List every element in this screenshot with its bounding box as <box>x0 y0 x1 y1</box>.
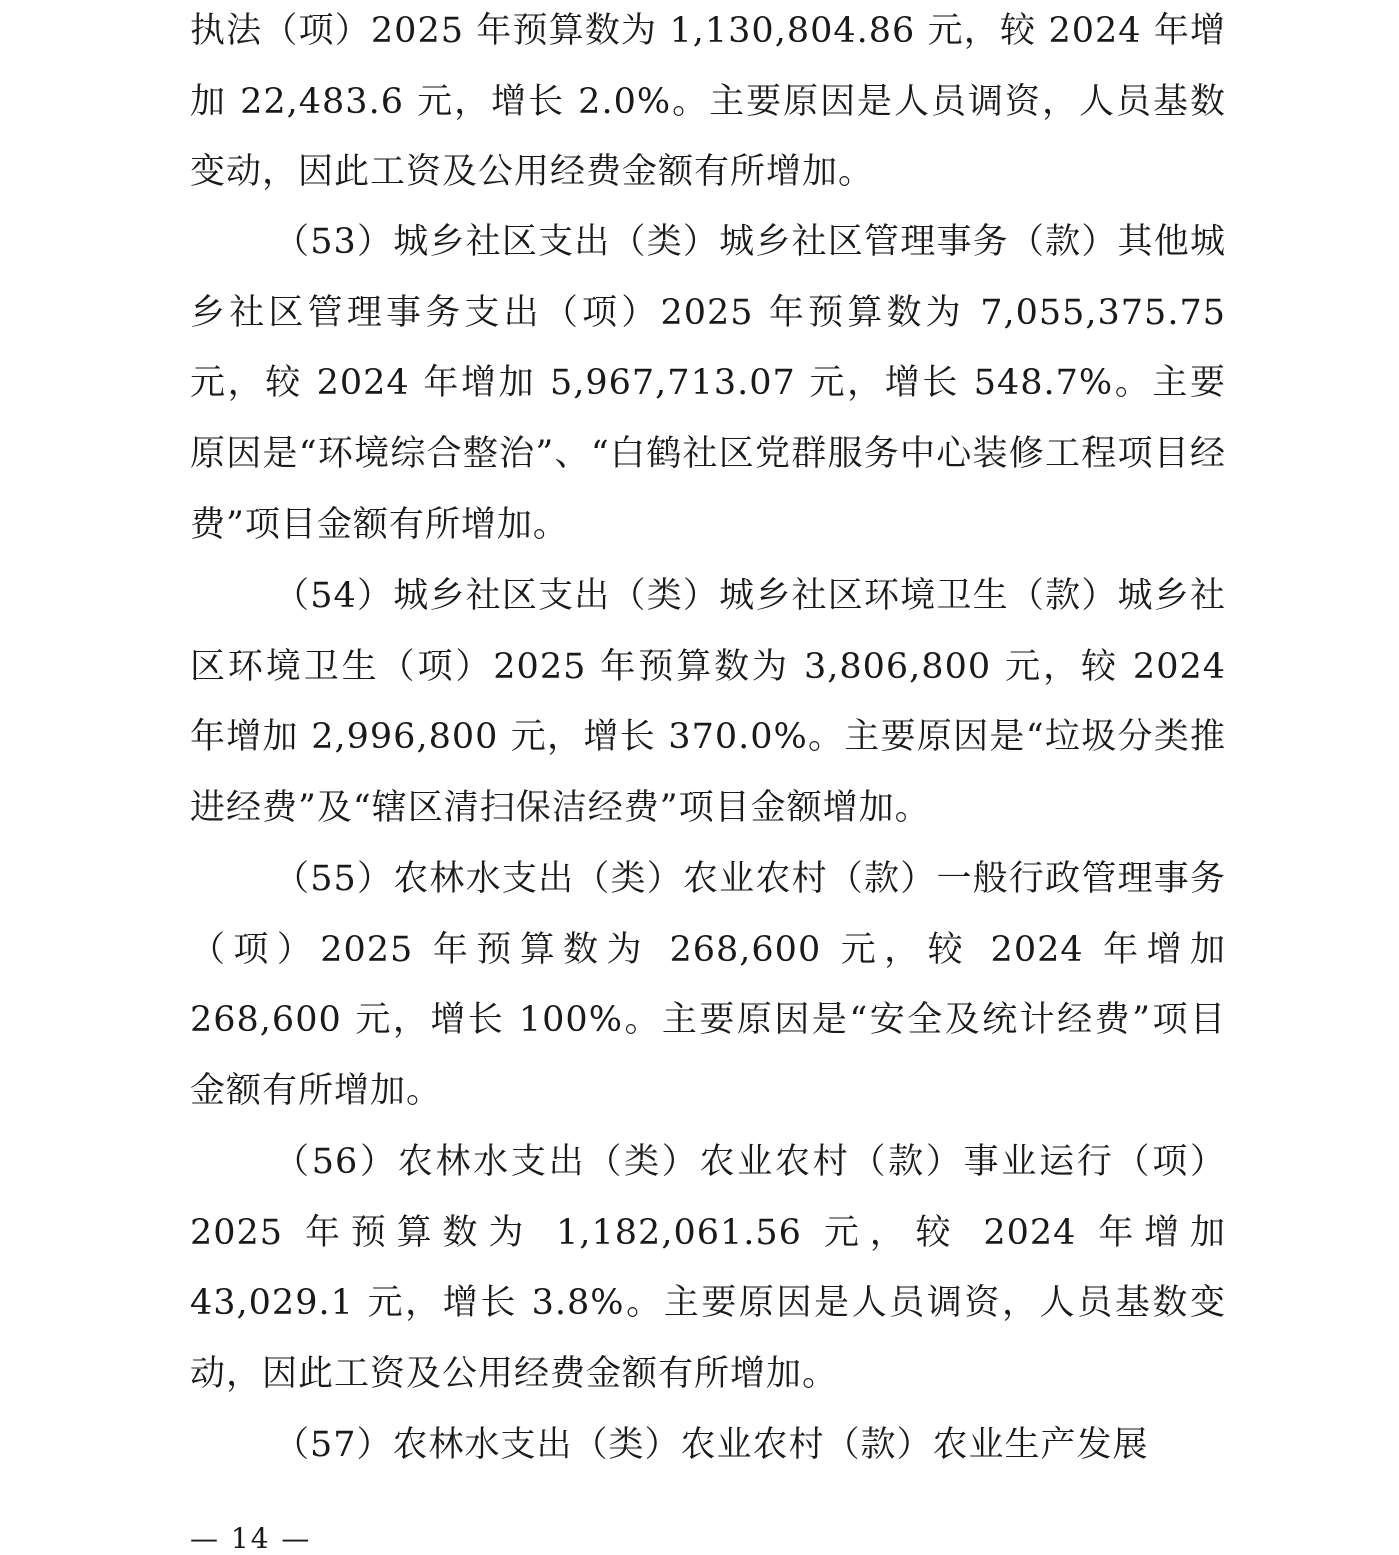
paragraph-continuation: 执法（项）2025 年预算数为 1,130,804.86 元，较 2024 年增加 22,483.6 元，增长 2.0%。主要原因是人员调资，人员基数变动，因此工资及公用经费金额有所增加。 <box>190 11 1226 193</box>
document-page <box>190 0 1226 1554</box>
paragraph-item-54: （54）城乡社区支出（类）城乡社区环境卫生（款）城乡社区环境卫生（项）2025 年预算数为 3,806,800 元，较 2024 年增加 2,996,800 元，增长 370.0%。主要原因是“垃圾分类推进经费”及“辖区清扫保洁经费”项目金额增加。 <box>190 576 1226 829</box>
page-number: — 14 — <box>190 1522 312 1555</box>
paragraph-item-55: （55）农林水支出（类）农业农村（款）一般行政管理事务（项）2025 年预算数为 268,600 元，较 2024 年增加 268,600 元，增长 100%。主要原因是“安全及统计经费”项目金额有所增加。 <box>190 859 1226 1112</box>
paragraph-item-56: （56）农林水支出（类）农业农村（款）事业运行（项）2025 年预算数为 1,182,061.56 元，较 2024 年增加 43,029.1 元，增长 3.8%。主要原因是人员调资，人员基数变动，因此工资及公用经费金额有所增加。 <box>190 1142 1226 1395</box>
paragraph-item-57: （57）农林水支出（类）农业农村（款）农业生产发展 <box>274 1425 1149 1465</box>
paragraph-item-53: （53）城乡社区支出（类）城乡社区管理事务（款）其他城乡社区管理事务支出（项）2025 年预算数为 7,055,375.75 元，较 2024 年增加 5,967,713.07 元，增长 548.7%。主要原因是“环境综合整治”、“白鹤社区党群服务中心装修工程项目经费”项目金额有所增加。 <box>190 222 1226 545</box>
